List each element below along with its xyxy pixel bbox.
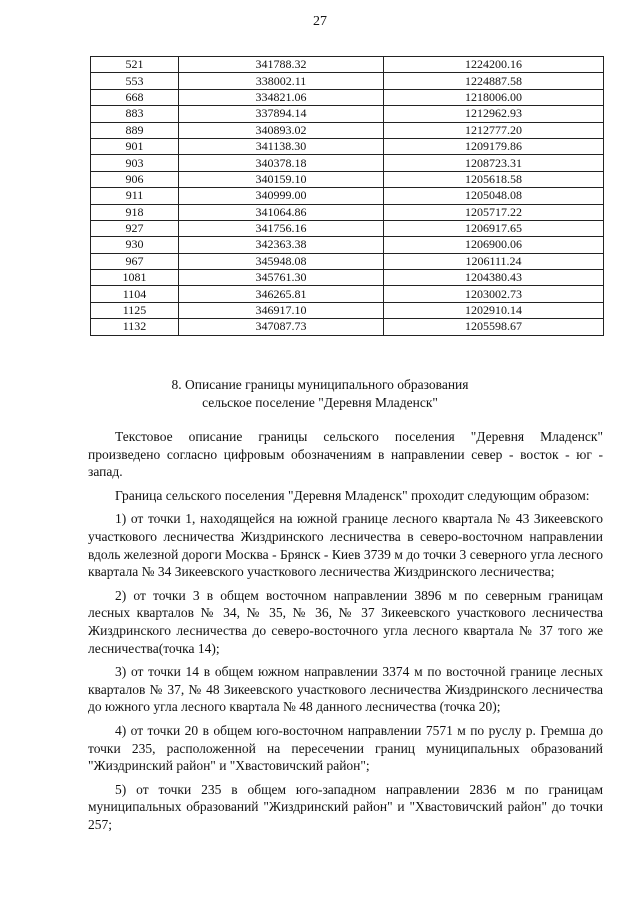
table-row bbox=[91, 138, 604, 154]
y-coordinate-cell: 1208723.31 bbox=[384, 155, 604, 171]
point-number-cell: 906 bbox=[91, 171, 179, 187]
point-number-cell: 668 bbox=[91, 89, 179, 105]
point-number-cell: 883 bbox=[91, 106, 179, 122]
x-coordinate-cell: 340159.10 bbox=[179, 171, 384, 187]
x-coordinate-cell: 341138.30 bbox=[179, 138, 384, 154]
y-coordinate-cell: 1224200.16 bbox=[384, 57, 604, 73]
x-coordinate-cell: 340999.00 bbox=[179, 188, 384, 204]
x-coordinate-cell: 341756.16 bbox=[179, 220, 384, 236]
x-coordinate-cell: 347087.73 bbox=[179, 319, 384, 335]
y-coordinate-cell: 1212777.20 bbox=[384, 122, 604, 138]
y-coordinate-cell: 1205717.22 bbox=[384, 204, 604, 220]
x-coordinate-cell: 346917.10 bbox=[179, 302, 384, 318]
x-coordinate-cell: 337894.14 bbox=[179, 106, 384, 122]
table-row bbox=[91, 89, 604, 105]
y-coordinate-cell: 1205618.58 bbox=[384, 171, 604, 187]
paragraph-segment-5: 5) от точки 235 в общем юго-западном направлении 2836 м по границам муниципальных образований "Жиздринский район" и "Хвастовичский район" до точки 257; bbox=[88, 781, 603, 832]
y-coordinate-cell: 1203002.73 bbox=[384, 286, 604, 302]
point-number-cell: 553 bbox=[91, 73, 179, 89]
x-coordinate-cell: 340378.18 bbox=[179, 155, 384, 171]
point-number-cell: 1125 bbox=[91, 302, 179, 318]
y-coordinate-cell: 1202910.14 bbox=[384, 302, 604, 318]
point-number-cell: 918 bbox=[91, 204, 179, 220]
point-number-cell: 1132 bbox=[91, 319, 179, 335]
y-coordinate-cell: 1204380.43 bbox=[384, 270, 604, 286]
coordinates-table-body bbox=[91, 57, 604, 336]
x-coordinate-cell: 340893.02 bbox=[179, 122, 384, 138]
y-coordinate-cell: 1206900.06 bbox=[384, 237, 604, 253]
point-number-cell: 927 bbox=[91, 220, 179, 236]
y-coordinate-cell: 1209179.86 bbox=[384, 138, 604, 154]
paragraph-segment-4: 4) от точки 20 в общем юго-восточном направлении 7571 м по руслу р. Гремша до точки 235, расположенной на пересечении границ муниципальных образований "Жиздринский район" и "Хвастовичский район"; bbox=[88, 722, 603, 774]
table-row bbox=[91, 188, 604, 204]
point-number-cell: 911 bbox=[91, 188, 179, 204]
table-row bbox=[91, 270, 604, 286]
x-coordinate-cell: 338002.11 bbox=[179, 73, 384, 89]
paragraph-segment-3: 3) от точки 14 в общем южном направлении 3374 м по восточной границе лесных кварталов № 37, № 48 Зикеевского участкового лесничества Жиздринского лесничества до южного угла лесного квартала № 48 данного лесничества (точка 20); bbox=[88, 664, 603, 715]
y-coordinate-cell: 1218006.00 bbox=[384, 89, 604, 105]
boundary-description bbox=[88, 428, 603, 839]
x-coordinate-cell: 346265.81 bbox=[179, 286, 384, 302]
point-number-cell: 521 bbox=[91, 57, 179, 73]
x-coordinate-cell: 345948.08 bbox=[179, 253, 384, 269]
point-number-cell: 930 bbox=[91, 237, 179, 253]
x-coordinate-cell: 341064.86 bbox=[179, 204, 384, 220]
table-row bbox=[91, 319, 604, 335]
y-coordinate-cell: 1212962.93 bbox=[384, 106, 604, 122]
y-coordinate-cell: 1205048.08 bbox=[384, 188, 604, 204]
table-row bbox=[91, 57, 604, 73]
table-row bbox=[91, 73, 604, 89]
table-row bbox=[91, 106, 604, 122]
y-coordinate-cell: 1205598.67 bbox=[384, 319, 604, 335]
point-number-cell: 901 bbox=[91, 138, 179, 154]
table-row bbox=[91, 171, 604, 187]
y-coordinate-cell: 1206917.65 bbox=[384, 220, 604, 236]
point-number-cell: 1104 bbox=[91, 286, 179, 302]
table-row bbox=[91, 237, 604, 253]
table-row bbox=[91, 122, 604, 138]
point-number-cell: 903 bbox=[91, 155, 179, 171]
paragraph-segment-2: 2) от точки 3 в общем восточном направлении 3896 м по северным границам лесных кварталов № 34, № 35, № 36, № 37 Зикеевского участкового лесничества Жиздринского лесничества до северо-восточного угла лесного квартала № 37 того же лесничества(точка 14); bbox=[88, 587, 603, 656]
point-number-cell: 889 bbox=[91, 122, 179, 138]
paragraph-intro: Текстовое описание границы сельского поселения "Деревня Младенск" произведено согласно цифровым обозначениям в направлении север - восток - юг - запад. bbox=[88, 429, 603, 480]
x-coordinate-cell: 334821.06 bbox=[179, 89, 384, 105]
paragraph-boundary-lead: Граница сельского поселения "Деревня Младенск" проходит следующим образом: bbox=[115, 487, 590, 503]
table-row bbox=[91, 253, 604, 269]
page-number: 27 bbox=[313, 14, 327, 29]
table-row bbox=[91, 204, 604, 220]
table-row bbox=[91, 286, 604, 302]
y-coordinate-cell: 1224887.58 bbox=[384, 73, 604, 89]
point-number-cell: 1081 bbox=[91, 270, 179, 286]
paragraph-segment-1: 1) от точки 1, находящейся на южной границе лесного квартала № 43 Зикеевского участкового лесничества Жиздринского лесничества в северо-восточном направлении вдоль железной дороги Москва - Брянск - Киев 3739 м до точки 3 северного угла лесного квартала № 34 Зикеевского участкового лесничества Жиздринского лесничества; bbox=[88, 511, 603, 580]
x-coordinate-cell: 342363.38 bbox=[179, 237, 384, 253]
section-heading bbox=[0, 376, 640, 412]
x-coordinate-cell: 341788.32 bbox=[179, 57, 384, 73]
coordinates-table bbox=[90, 56, 604, 336]
table-row bbox=[91, 220, 604, 236]
section-title-line-1: 8. Описание границы муниципального образования bbox=[171, 377, 469, 392]
table-row bbox=[91, 302, 604, 318]
point-number-cell: 967 bbox=[91, 253, 179, 269]
section-title-line-2: сельское поселение "Деревня Младенск" bbox=[202, 395, 438, 410]
y-coordinate-cell: 1206111.24 bbox=[384, 253, 604, 269]
x-coordinate-cell: 345761.30 bbox=[179, 270, 384, 286]
table-row bbox=[91, 155, 604, 171]
